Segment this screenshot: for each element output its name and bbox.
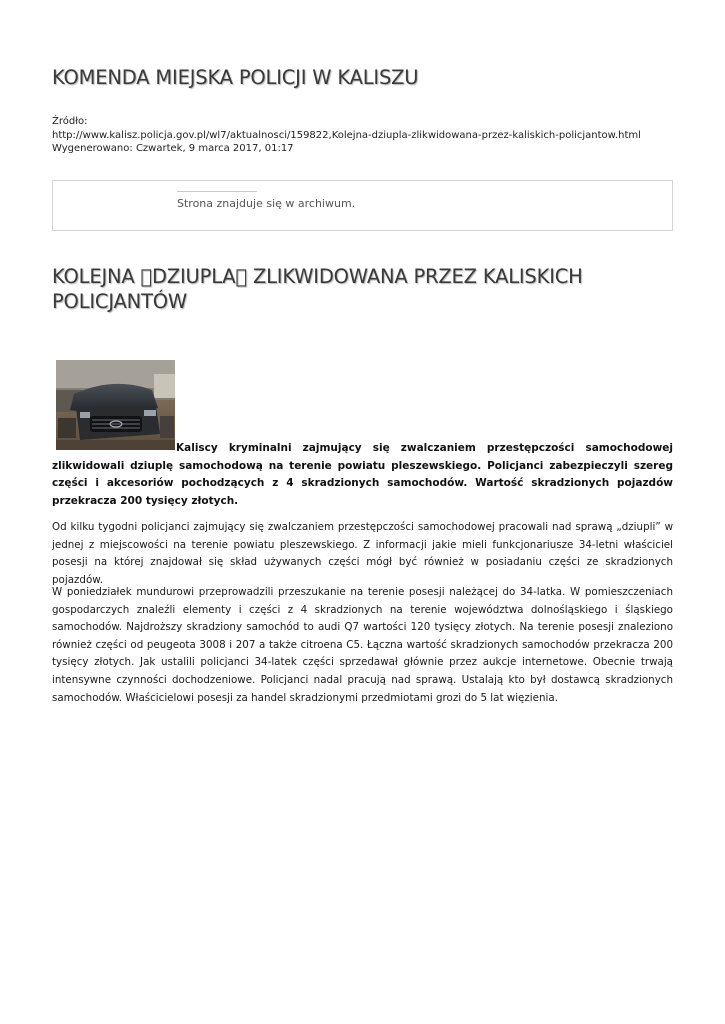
article-paragraph: W poniedziałek mundurowi przeprowadzili przeszukanie na terenie posesji należącej do 34-latka. W pomieszczeniach gospodarczych znaleźli elementy i części z 4 skradzionych na terenie województwa dolnośląskiego i śląskiego samochodów. Najdroższy skradziony samochód to audi Q7 wartości 120 tysięcy złotych. Na terenie posesji znaleziono również części od peugeota 3008 i 207 a także citroena C5. Łączna wartość skradzionych samochodów przekracza 200 tysięcy złotych. Jak ustalili policjanci 34-latek części sprzedawał głównie przez aukcje internetowe. Obecnie trwają intensywne czynności dochodzeniowe. Policjanci nadal pracują nad sprawą. Ustalają kto był dostawcą skradzionych samochodów. Właścicielowi posesji za handel skradzionymi przedmiotami grozi do 5 lat więzienia.	[52, 586, 673, 704]
document-meta	[52, 115, 673, 156]
article-lead	[52, 440, 673, 510]
generated-timestamp: Wygenerowano: Czwartek, 9 marca 2017, 01:17	[52, 143, 294, 154]
source-url[interactable]: http://www.kalisz.policja.gov.pl/wl7/aktualnosci/159822,Kolejna-dziupla-zlikwidowana-przez-kaliskich-policjantow.html	[52, 129, 641, 141]
archive-notice: Strona znajduje się w archiwum.	[177, 197, 356, 210]
article-photo	[56, 360, 175, 450]
car-parts-photo-image	[56, 360, 175, 450]
archive-notice-box	[52, 180, 673, 231]
source-label: Źródło:	[52, 116, 88, 127]
article-lead-text: Kaliscy kryminalni zajmujący się zwalczaniem przestępczości samochodowej zlikwidowali dziuplę samochodową na terenie powiatu pleszewskiego. Policjanci zabezpieczyli szereg części i akcesoriów pochodzących z 4 skradzionych samochodów. Wartość skradzionych pojazdów przekracza 200 tysięcy złotych.	[52, 442, 673, 507]
article-paragraph: Od kilku tygodni policjanci zajmujący się zwalczaniem przestępczości samochodowej pracowali nad sprawą „dziupli” w jednej z miejscowości na terenie powiatu pleszewskiego. Z informacji jakie mieli funkcjonariusze 34-letni właściciel posesji na której znajdował się skład używanych części mógł być również w posiadaniu części ze skradzionych pojazdów.	[52, 521, 673, 586]
site-title: KOMENDA MIEJSKA POLICJI W KALISZU	[52, 66, 419, 89]
article-title: KOLEJNA  DZIUPLA  ZLIKWIDOWANA PRZEZ KALISKICH POLICJANTÓW	[52, 265, 583, 313]
archive-divider	[177, 191, 257, 192]
